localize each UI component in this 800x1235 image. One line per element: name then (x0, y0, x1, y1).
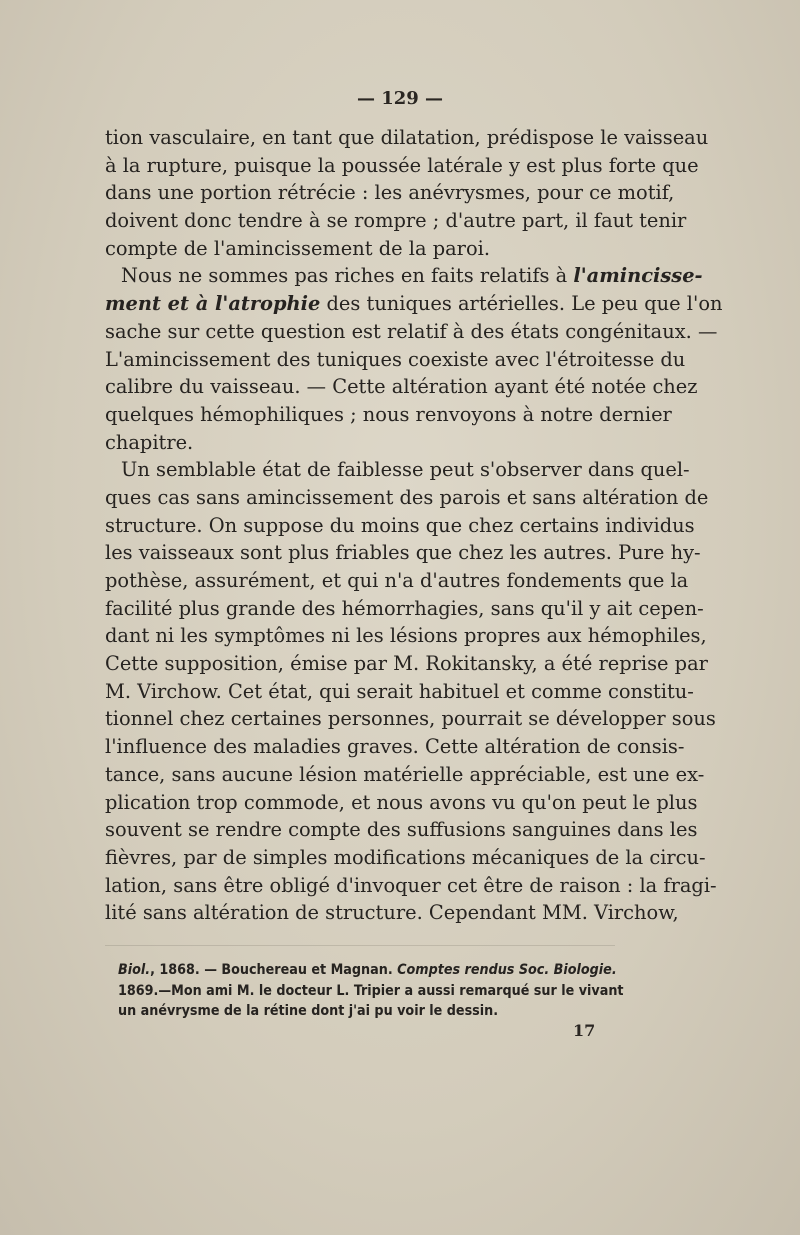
text-line: tance, sans aucune lésion matérielle appréciable, est une ex- (105, 762, 705, 786)
text-run: Nous ne sommes pas riches en faits relatifs à (121, 264, 574, 288)
text-line: Cette supposition, émise par M. Rokitansky, a été reprise par (105, 652, 708, 676)
text-line: L'amincissement des tuniques coexiste avec l'étroitesse du (105, 347, 686, 371)
text-line: calibre du vaisseau. — Cette altération ayant été notée chez (105, 375, 698, 399)
text-line: tion vasculaire, en tant que dilatation, prédispose le vaisseau (105, 126, 709, 149)
text-line: lation, sans être obligé d'invoquer cet être de raison : la fragi- (105, 873, 717, 897)
text-run: des tuniques artérielles. Le peu que l'on (320, 292, 723, 316)
text-line: M. Virchow. Cet état, qui serait habituel et comme constitu- (105, 679, 694, 703)
text-line: dant ni les symptômes ni les lésions propres aux hémophiles, (105, 624, 707, 648)
footnote-line (118, 960, 615, 981)
text-line: dans une portion rétrécie : les anévrysmes, pour ce motif, (105, 181, 675, 205)
text-line: Un semblable état de faiblesse peut s'observer dans quel- (121, 458, 690, 482)
text-line: à la rupture, puisque la poussée latérale y est plus forte que (105, 153, 699, 177)
text-line: fièvres, par de simples modifications mécaniques de la circu- (105, 845, 706, 869)
italic-run: ment et à l'atrophie (105, 292, 321, 316)
text-line: quelques hémophiliques ; nous renvoyons à notre dernier (105, 402, 672, 426)
text-line: doivent donc tendre à se rompre ; d'autre part, il faut tenir (105, 209, 687, 233)
text-line: lité sans altération de structure. Cependant MM. Virchow, (105, 901, 679, 925)
text-line: les vaisseaux sont plus friables que chez les autres. Pure hy- (105, 541, 701, 565)
text-line (105, 262, 703, 290)
footnote-line: 1869.—Mon ami M. le docteur L. Tripier a aussi remarqué sur le vivant (118, 982, 624, 999)
text-line: chapitre. (105, 430, 194, 454)
text-line: plication trop commode, et nous avons vu qu'on peut le plus (105, 790, 698, 814)
italic-run: Comptes rendus Soc. Biologie. (397, 962, 617, 978)
text-line: sache sur cette question est relatif à des états congénitaux. — (105, 319, 718, 343)
text-line: compte de l'amincissement de la paroi. (105, 236, 490, 260)
text-line: structure. On suppose du moins que chez certains individus (105, 513, 695, 537)
footnote-divider (105, 945, 615, 946)
italic-run: l'amincisse- (573, 264, 703, 288)
text-line: tionnel chez certaines personnes, pourrait se développer sous (105, 707, 716, 731)
text-run: , 1868. — Bouchereau et Magnan. (150, 962, 398, 978)
text-line: facilité plus grande des hémorrhagies, sans qu'il y ait cepen- (105, 596, 704, 620)
text-line (105, 290, 723, 318)
footnotes (118, 960, 624, 1022)
text-line: souvent se rendre compte des suffusions sanguines dans les (105, 818, 698, 842)
italic-run: Biol. (118, 962, 151, 978)
body-text (105, 124, 723, 927)
signature-mark: 17 (573, 1021, 596, 1040)
footnote-line: un anévrysme de la rétine dont j'ai pu voir le dessin. (118, 1003, 499, 1019)
text-line: pothèse, assurément, et qui n'a d'autres fondements que la (105, 569, 689, 592)
text-line: ques cas sans amincissement des parois et sans altération de (105, 485, 709, 509)
page-number: — 129 — (356, 88, 444, 109)
text-line: l'influence des maladies graves. Cette altération de consis- (105, 735, 685, 759)
